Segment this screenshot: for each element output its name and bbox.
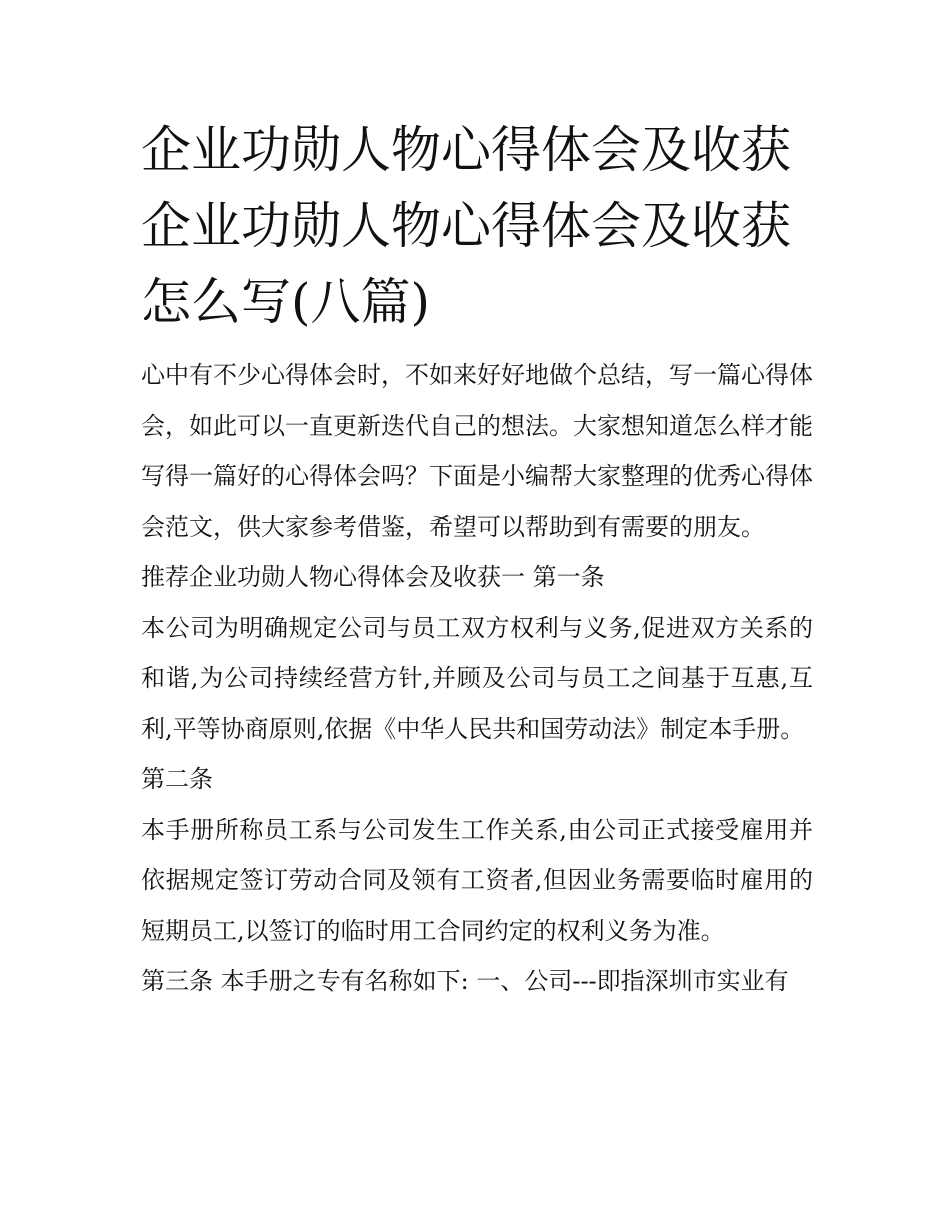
document-page [141, 112, 813, 1007]
section-heading-recommend: 推荐企业功勋人物心得体会及收获一 第一条 [141, 563, 605, 591]
article-three-paragraph: 第三条 本手册之专有名称如下: 一、公司---即指深圳市实业有 [141, 967, 789, 995]
title-line-1: 企业功勋人物心得体会及收获 [141, 121, 791, 179]
article-one-paragraph: 本公司为明确规定公司与员工双方权利与义务,促进双方关系的和谐,为公司持续经营方针,并顾及公司与员工之间基于互惠,互利,平等协商原则,依据《中华人民共和国劳动法》制定本手册。 [141, 613, 813, 743]
document-title [141, 112, 813, 340]
article-two-heading: 第二条 [141, 765, 213, 793]
intro-paragraph: 心中有不少心得体会时，不如来好好地做个总结，写一篇心得体会，如此可以一直更新迭代自己的想法。大家想知道怎么样才能写得一篇好的心得体会吗？下面是小编帮大家整理的优秀心得体会范文，供大家参考借鉴，希望可以帮助到有需要的朋友。 [141, 361, 813, 541]
title-line-2: 企业功勋人物心得体会及收获 [141, 197, 791, 255]
title-line-3: 怎么写(八篇) [141, 273, 431, 331]
article-two-paragraph: 本手册所称员工系与公司发生工作关系,由公司正式接受雇用并依据规定签订劳动合同及领有工资者,但因业务需要临时雇用的短期员工,以签订的临时用工合同约定的权利义务为准。 [141, 815, 813, 945]
